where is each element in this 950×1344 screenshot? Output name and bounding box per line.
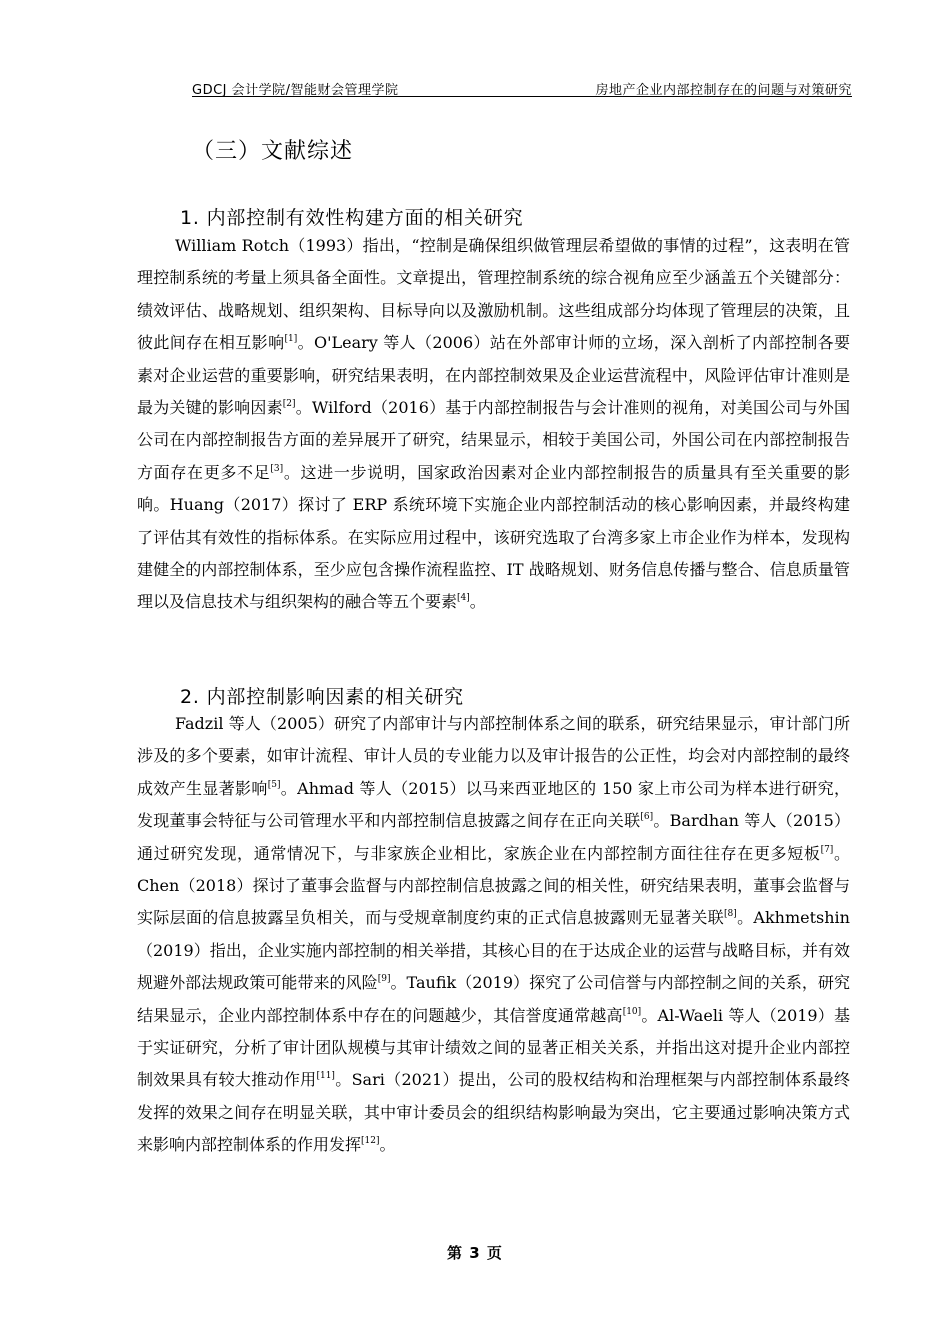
header-left: GDCJ 会计学院/智能财会管理学院	[192, 83, 399, 98]
header-divider	[192, 96, 852, 97]
text-segment: 。Taufik（2019）探究了公司信誉与内部控制之间的关系，研究结果显示，企业内部控制体系中存在的问题越少，其信誉度通常越高	[137, 973, 850, 1025]
citation-ref: [6]	[640, 812, 654, 823]
citation-ref: [5]	[267, 779, 281, 790]
text-segment: 。	[469, 592, 486, 612]
citation-ref: [7]	[820, 844, 834, 855]
citation-ref: [10]	[622, 1006, 642, 1017]
text-segment: Fadzil 等人（2005）研究了内部审计与内部控制体系之间的联系，研究结果显示，审计部门所涉及的多个要素，如审计流程、审计人员的专业能力以及审计报告的公正性，均会对内部控制的最终成效产生显著影响	[137, 714, 850, 798]
text-segment: 。Ahmad 等人（2015）以马来西亚地区的 150 家上市公司为样本进行研究，发现董事会特征与公司管理水平和内部控制信息披露之间存在正向关联	[137, 778, 850, 831]
text-segment: 。	[379, 1135, 396, 1155]
section-title: （三）文献综述	[192, 139, 354, 164]
citation-ref: [4]	[457, 593, 470, 604]
citation-ref: [8]	[724, 909, 737, 920]
citation-ref: [3]	[270, 463, 284, 474]
citation-ref: [2]	[282, 399, 296, 410]
citation-ref: [9]	[377, 974, 391, 985]
text-segment: 。Bardhan 等人（2015）通过研究发现，通常情况下，与非家族企业相比，家族企业在内部控制方面往往存在更多短板	[137, 811, 850, 863]
text-segment: 。Al-Waeli 等人（2019）基于实证研究，分析了审计团队规模与其审计绩效之间的显著正相关关系，并指出这对提升企业内部控制效果具有较大推动作用	[137, 1005, 850, 1090]
text-segment: 。Akhmetshin（2019）指出，企业实施内部控制的相关举措，其核心目的在于达成企业的运营与战略目标，并有效规避外部法规政策可能带来的风险	[137, 908, 850, 993]
paragraph-1	[137, 230, 850, 619]
text-segment: 。Sari（2021）提出，公司的股权结构和治理框架与内部控制体系最终发挥的效果之间存在明显关联，其中审计委员会的组织结构影响最为突出，它主要通过影响决策方式来影响内部控制体系的作用发挥	[137, 1070, 850, 1155]
text-segment: 。Chen（2018）探讨了董事会监督与内部控制信息披露之间的相关性，研究结果表明，董事会监督与实际层面的信息披露呈负相关，而与受规章制度约束的正式信息披露则无显著关联	[137, 843, 850, 928]
subsection-title-2: 2. 内部控制影响因素的相关研究	[180, 686, 464, 708]
citation-ref: [12]	[361, 1136, 380, 1147]
citation-ref: [1]	[284, 334, 298, 345]
text-segment: 。这进一步说明，国家政治因素对企业内部控制报告的质量具有至关重要的影响。Huang（2017）探讨了 ERP 系统环境下实施企业内部控制活动的核心影响因素，并最终构建了评估其有效性的指标体系。在实际应用过程中，该研究选取了台湾多家上市企业作为样本，发现构建健全的内部控制体系，至少应包含操作流程监控、IT 战略规划、财务信息传播与整合、信息质量管理以及信息技术与组织架构的融合等五个要素	[137, 462, 850, 612]
subsection-title-1: 1. 内部控制有效性构建方面的相关研究	[180, 207, 524, 229]
page-number: 第 3 页	[447, 1244, 503, 1262]
citation-ref: [11]	[316, 1071, 335, 1082]
paragraph-2	[137, 708, 850, 1162]
text-segment: 。O'Leary 等人（2006）站在外部审计师的立场，深入剖析了内部控制各要素对企业运营的重要影响，研究结果表明，在内部控制效果及企业运营流程中，风险评估审计准则是最为关键的影响因素	[137, 333, 850, 418]
text-segment: 。Wilford（2016）基于内部控制报告与会计准则的视角，对美国公司与外国公司在内部控制报告方面的差异展开了研究，结果显示，相较于美国公司，外国公司在内部控制报告方面存在更多不足	[137, 398, 850, 482]
header-right: 房地产企业内部控制存在的问题与对策研究	[595, 83, 852, 98]
text-segment: William Rotch（1993）指出，“控制是确保组织做管理层希望做的事情的过程”，这表明在管理控制系统的考量上须具备全面性。文章提出，管理控制系统的综合视角应至少涵盖五个关键部分：绩效评估、战略规划、组织架构、目标导向以及激励机制。这些组成部分均体现了管理层的决策，且彼此间存在相互影响	[137, 236, 850, 353]
